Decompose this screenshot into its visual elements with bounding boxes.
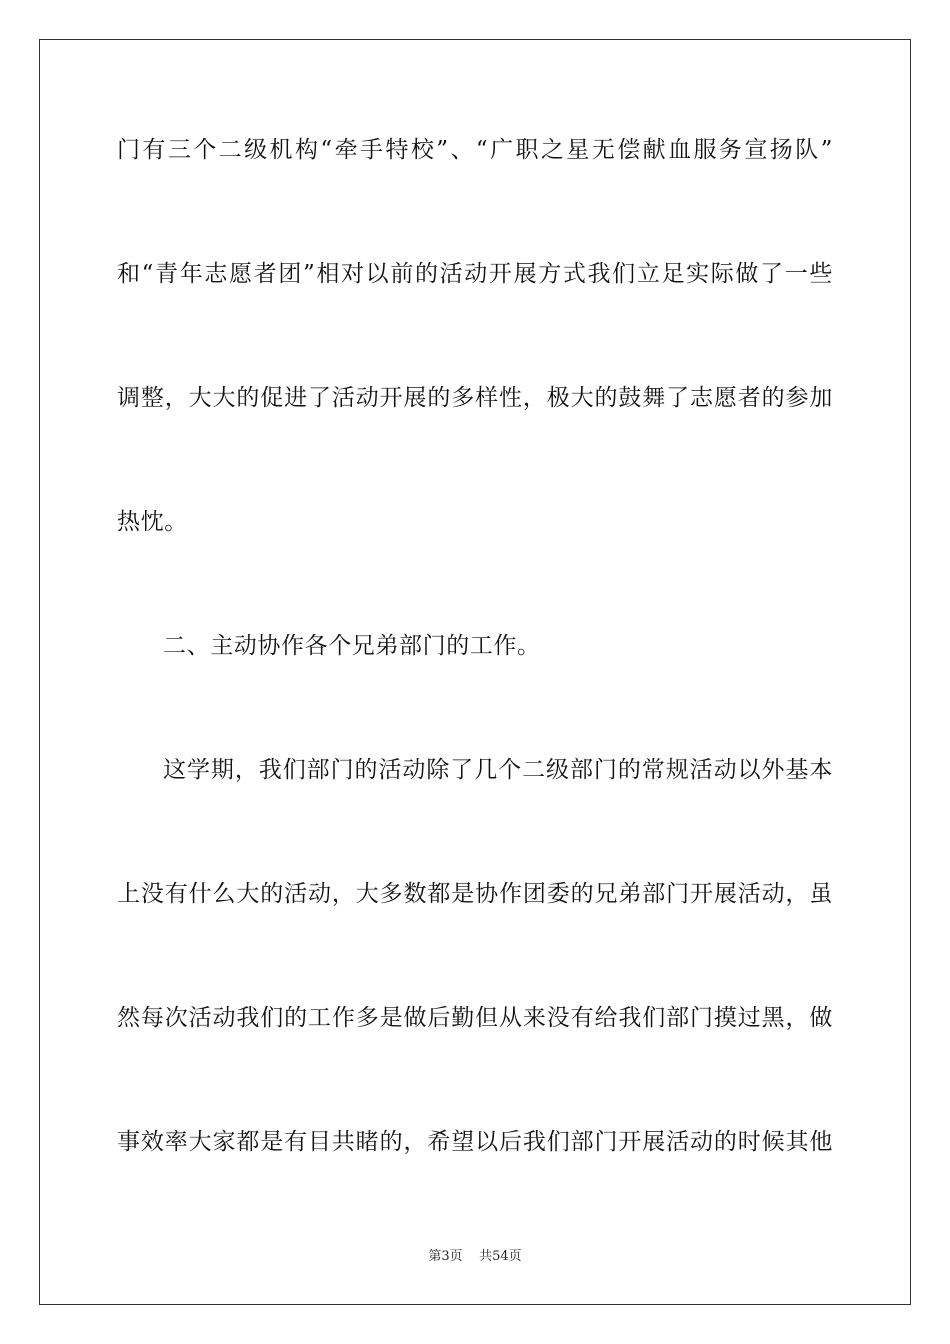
body-text-line: 门有三个二级机构“牵手特校”、“广职之星无偿献血服务宣扬队” — [117, 137, 833, 163]
page-number: 第3页 — [428, 1249, 463, 1264]
body-text-line: 上没有什么大的活动，大多数都是协作团委的兄弟部门开展活动，虽 — [117, 881, 833, 907]
body-text-line: 这学期，我们部门的活动除了几个二级部门的常规活动以外基本 — [163, 757, 833, 783]
body-text-line: 然每次活动我们的工作多是做后勤但从来没有给我们部门摸过黑，做 — [117, 1005, 833, 1031]
section-heading: 二、主动协作各个兄弟部门的工作。 — [163, 633, 541, 659]
body-text-line: 和“青年志愿者团”相对以前的活动开展方式我们立足实际做了一些 — [117, 261, 833, 287]
body-text-line: 事效率大家都是有目共睹的，希望以后我们部门开展活动的时候其他 — [117, 1129, 833, 1155]
body-text-line: 调整，大大的促进了活动开展的多样性，极大的鼓舞了志愿者的参加 — [117, 385, 833, 411]
page-border — [39, 39, 911, 1305]
total-pages: 共54页 — [479, 1249, 522, 1264]
page-footer — [0, 1248, 950, 1266]
body-text-line: 热忱。 — [117, 509, 188, 535]
